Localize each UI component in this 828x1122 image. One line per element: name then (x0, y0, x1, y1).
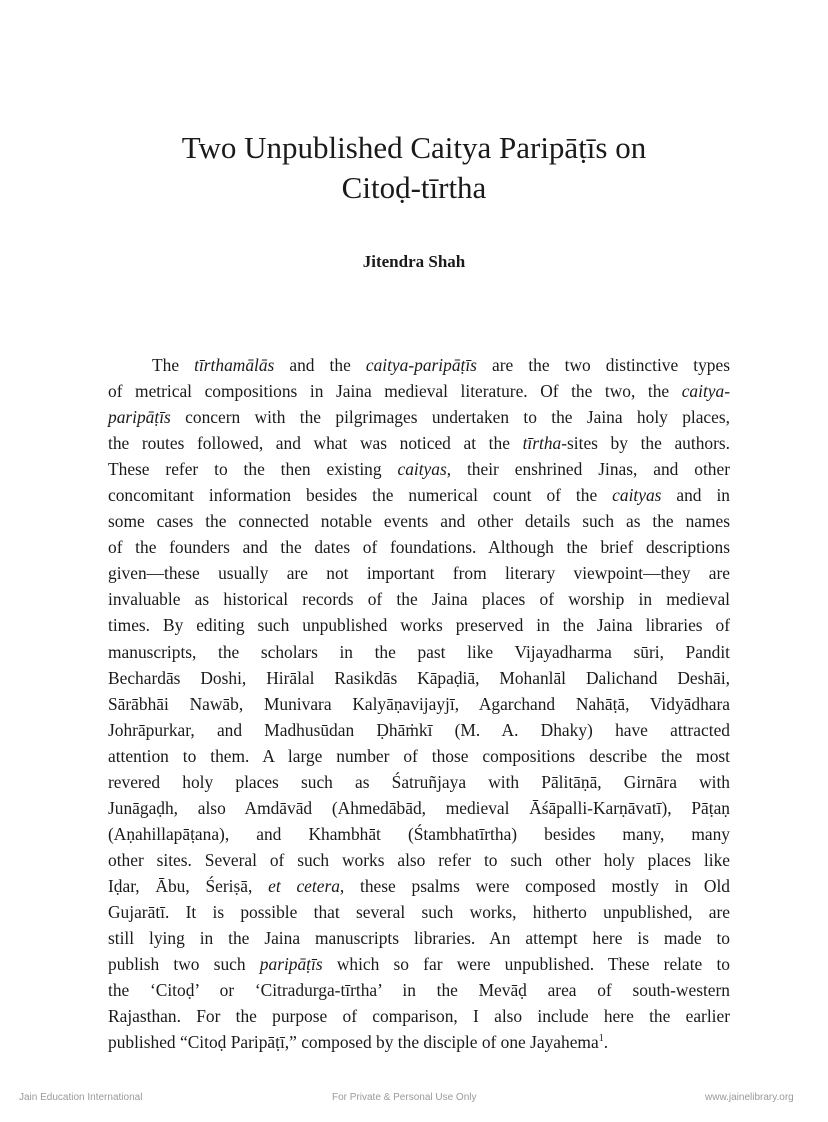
footer-website-link[interactable]: www.jainelibrary.org (705, 1092, 794, 1103)
text-line: the ‘Citoḍ’ or ‘Citradurga-tīrtha’ in the Mevāḍ area of south-western (108, 980, 730, 1001)
text-line: The tīrthamālās and the caitya-paripāṭīs are the two distinctive types (152, 355, 730, 375)
text-line: Gujarātī. It is possible that several such works, hitherto unpublished, are (108, 901, 730, 922)
text-line: publish two such paripāṭīs which so far were unpublished. These relate to (108, 954, 731, 975)
text-line: Johrāpurkar, and Madhusūdan Ḍhāṁkī (M. A. Dhaky) have attracted (108, 719, 730, 740)
footer-usage-notice: For Private & Personal Use Only (332, 1092, 477, 1103)
text-line: Bechardās Doshi, Hirālal Rasikdās Kāpaḍiā, Mohanlāl Dalichand Deshāi, (108, 667, 730, 688)
text-line: published “Citoḍ Paripāṭī,” composed by the disciple of one Jayahema$^1$. (108, 1032, 609, 1053)
title-line-2: Citoḍ-tīrtha (341, 170, 487, 205)
text-line: of the founders and the dates of foundations. Although the brief descriptions (108, 537, 730, 558)
text-line: Rajasthan. For the purpose of comparison, I also include here the earlier (108, 1006, 730, 1027)
text-line: revered holy places such as Śatruñjaya with Pālitāṇā, Girnāra with (108, 771, 730, 792)
text-line: (Aṇahillapāṭana), and Khambhāt (Śtambhatīrtha) besides many, many (108, 823, 730, 844)
text-line: some cases the connected notable events and other details such as the names (108, 511, 730, 532)
text-line: Sārābhāi Nawāb, Munivara Kalyāṇavijayjī, Agarchand Nahāṭā, Vidyādhara (108, 693, 730, 714)
text-line: the routes followed, and what was noticed at the tīrtha-sites by the authors. (108, 433, 731, 454)
text-line: paripāṭīs concern with the pilgrimages undertaken to the Jaina holy places, (108, 407, 730, 428)
page-title (0, 128, 828, 208)
text-line: attention to them. A large number of those compositions describe the most (108, 745, 730, 766)
text-line: Junāgaḍh, also Amdāvād (Ahmedābād, medieval Āśāpalli-Karṇāvatī), Pāṭaṇ (108, 797, 730, 818)
text-line: concomitant information besides the numerical count of the caityas and in (108, 485, 730, 506)
text-line: other sites. Several of such works also refer to such other holy places like (108, 849, 730, 870)
body-paragraph (108, 352, 730, 1055)
title-line-1: Two Unpublished Caitya Paripāṭīs on (181, 130, 647, 165)
author-name: Jitendra Shah (362, 252, 466, 271)
text-line: Iḍar, Ābu, Śeriṣā, et cetera, these psalms were composed mostly in Old (108, 875, 730, 896)
text-line: given—these usually are not important from literary viewpoint—they are (108, 563, 730, 584)
text-line: invaluable as historical records of the Jaina places of worship in medieval (108, 589, 730, 610)
text-line: times. By editing such unpublished works preserved in the Jaina libraries of (108, 615, 730, 636)
footer-publisher: Jain Education International (19, 1092, 143, 1103)
text-line: of metrical compositions in Jaina medieval literature. Of the two, the caitya- (108, 381, 730, 402)
text-line: manuscripts, the scholars in the past like Vijayadharma sūri, Pandit (108, 641, 730, 662)
text-line: These refer to the then existing caityas, their enshrined Jinas, and other (108, 459, 730, 480)
footnote-marker[interactable]: 1 (598, 1033, 604, 1045)
text-line: still lying in the Jaina manuscripts libraries. An attempt here is made to (108, 928, 730, 949)
